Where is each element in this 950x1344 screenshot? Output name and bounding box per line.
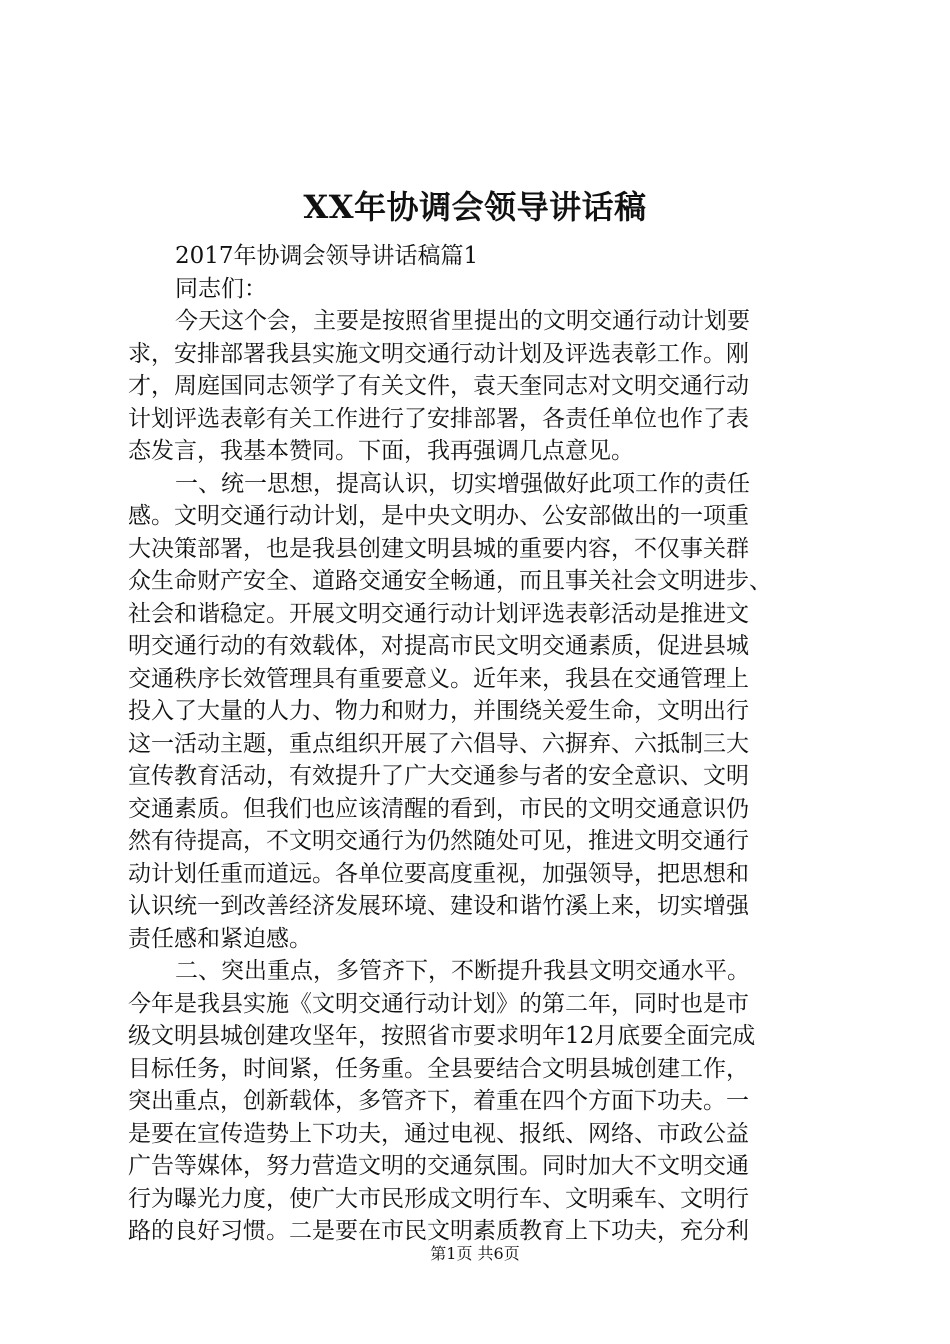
paragraph-3-line-6: 是要在宣传造势上下功夫，通过电视、报纸、网络、市政公益 bbox=[128, 1120, 749, 1147]
paragraph-1-line-3: 才，周庭国同志领学了有关文件，袁天奎同志对文明交通行动 bbox=[128, 373, 749, 399]
paragraph-1-line-2: 求，安排部署我县实施文明交通行动计划及评选表彰工作。刚 bbox=[128, 340, 749, 367]
paragraph-2-line-9: 这一活动主题，重点组织开展了六倡导、六摒弃、六抵制三大 bbox=[128, 730, 749, 757]
paragraph-3-line-9: 路的良好习惯。二是要在市民文明素质教育上下功夫，充分利 bbox=[128, 1218, 749, 1244]
paragraph-1-line-5: 态发言，我基本赞同。下面，我再强调几点意见。 bbox=[128, 438, 634, 464]
paragraph-2-line-3: 大决策部署，也是我县创建文明县城的重要内容，不仅事关群 bbox=[128, 535, 749, 562]
paragraph-1-line-1: 今天这个会，主要是按照省里提出的文明交通行动计划要 bbox=[175, 308, 750, 334]
paragraph-2-line-4: 众生命财产安全、道路交通安全畅通，而且事关社会文明进步、 bbox=[128, 568, 772, 594]
paragraph-3-line-3: 级文明县城创建攻坚年，按照省市要求明年12月底要全面完成 bbox=[128, 1023, 756, 1049]
paragraph-2-line-5: 社会和谐稳定。开展文明交通行动计划评选表彰活动是推进文 bbox=[128, 600, 749, 627]
paragraph-3-line-7: 广告等媒体，努力营造文明的交通氛围。同时加大不文明交通 bbox=[128, 1153, 749, 1179]
salutation: 同志们： bbox=[175, 275, 267, 302]
paragraph-3-line-5: 突出重点，创新载体，多管齐下，着重在四个方面下功夫。一 bbox=[128, 1088, 749, 1114]
paragraph-2-line-12: 然有待提高，不文明交通行为仍然随处可见，推进文明交通行 bbox=[128, 828, 749, 854]
paragraph-3-line-4: 目标任务，时间紧，任务重。全县要结合文明县城创建工作， bbox=[128, 1055, 749, 1082]
paragraph-2-line-13: 动计划任重而道远。各单位要高度重视，加强领导，把思想和 bbox=[128, 860, 749, 887]
document-title: XX年协调会领导讲话稿 bbox=[303, 188, 647, 226]
paragraph-1-line-4: 计划评选表彰有关工作进行了安排部署，各责任单位也作了表 bbox=[128, 405, 749, 432]
paragraph-2-line-14: 认识统一到改善经济发展环境、建设和谐竹溪上来，切实增强 bbox=[128, 893, 749, 919]
paragraph-3-line-2: 今年是我县实施《文明交通行动计划》的第二年，同时也是市 bbox=[128, 990, 749, 1017]
paragraph-2-line-15: 责任感和紧迫感。 bbox=[128, 925, 312, 952]
paragraph-2-line-6: 明交通行动的有效载体，对提高市民文明交通素质，促进县城 bbox=[128, 633, 749, 659]
paragraph-2-line-1: 一、统一思想，提高认识，切实增强做好此项工作的责任 bbox=[175, 470, 750, 497]
paragraph-2-line-7: 交通秩序长效管理具有重要意义。近年来，我县在交通管理上 bbox=[128, 665, 749, 692]
page-footer: 第1页 共6页 bbox=[430, 1244, 520, 1263]
paragraph-2-line-8: 投入了大量的人力、物力和财力，并围绕关爱生命，文明出行 bbox=[128, 698, 749, 724]
paragraph-3-line-8: 行为曝光力度，使广大市民形成文明行车、文明乘车、文明行 bbox=[128, 1185, 749, 1212]
paragraph-2-line-10: 宣传教育活动，有效提升了广大交通参与者的安全意识、文明 bbox=[128, 763, 749, 789]
paragraph-2-line-2: 感。文明交通行动计划，是中央文明办、公安部做出的一项重 bbox=[128, 503, 749, 529]
document-body bbox=[128, 240, 828, 1248]
paragraph-3-line-1: 二、突出重点，多管齐下，不断提升我县文明交通水平。 bbox=[175, 958, 750, 984]
paragraph-2-line-11: 交通素质。但我们也应该清醒的看到，市民的文明交通意识仍 bbox=[128, 795, 749, 822]
document-subtitle: 2017年协调会领导讲话稿篇1 bbox=[175, 243, 479, 269]
